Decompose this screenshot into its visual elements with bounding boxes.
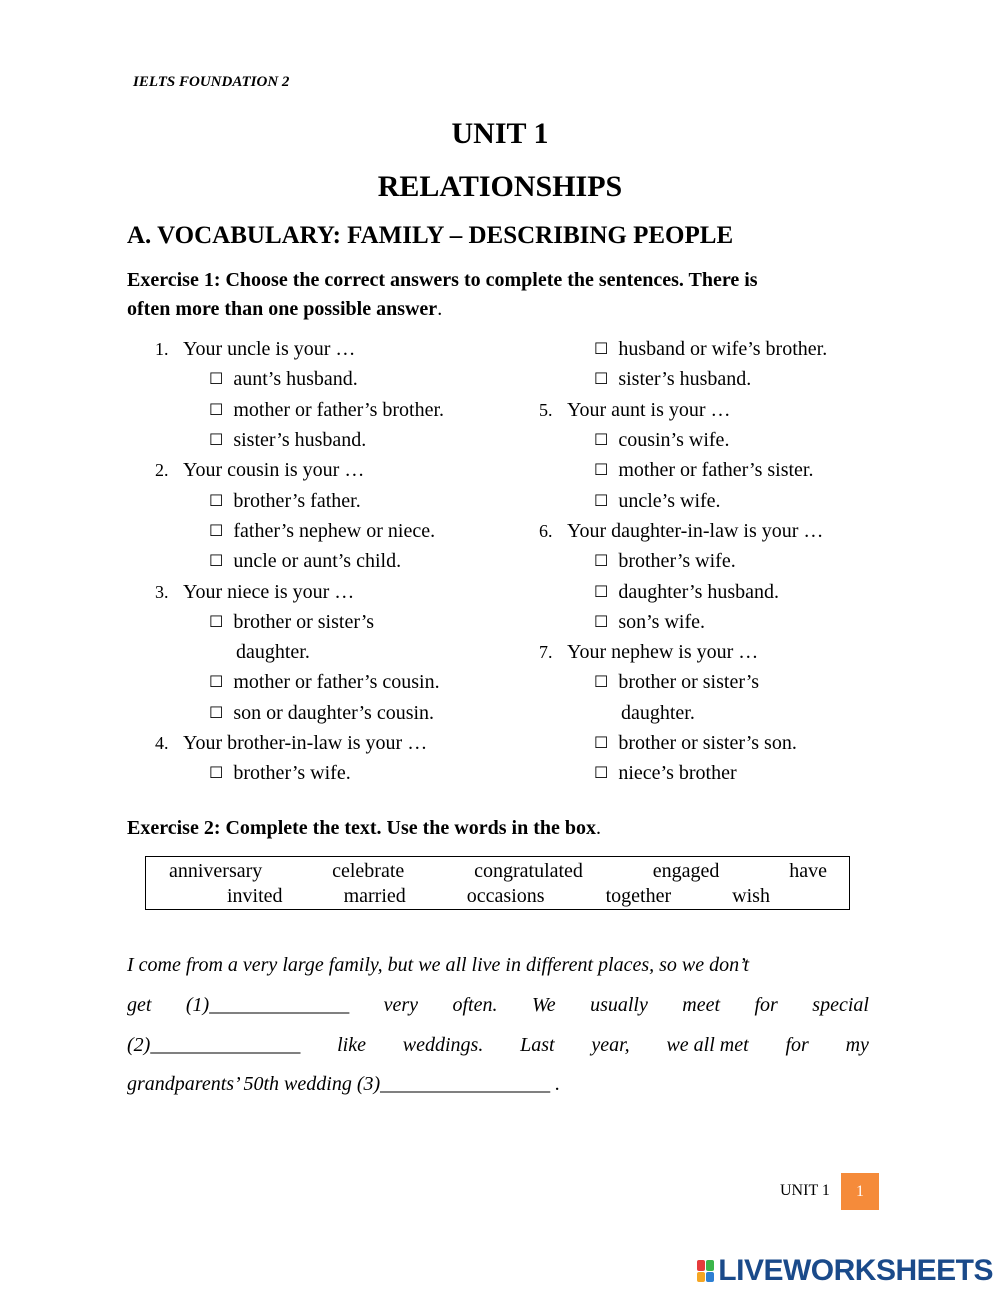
- checkbox-icon: ☐: [209, 430, 224, 449]
- word-box-word: engaged: [652, 860, 720, 882]
- checkbox-icon: ☐: [594, 763, 609, 782]
- checkbox-icon: ☐: [594, 733, 609, 752]
- blank-1: (1)______________: [185, 994, 350, 1016]
- answer-option[interactable]: ☐ cousin’s wife.: [594, 429, 730, 451]
- checkbox-icon: ☐: [209, 521, 224, 540]
- checkbox-icon: ☐: [209, 703, 224, 722]
- liveworksheets-icon: [697, 1260, 714, 1282]
- checkbox-icon: ☐: [594, 612, 609, 631]
- checkbox-icon: ☐: [594, 339, 609, 358]
- word-box-word: invited: [227, 885, 283, 907]
- answer-option[interactable]: ☐ mother or father’s brother.: [209, 399, 445, 421]
- question-stem: 2. Your cousin is your …: [155, 459, 365, 481]
- word-box-word: wish: [732, 885, 770, 907]
- answer-option[interactable]: ☐ brother or sister’s: [209, 611, 375, 633]
- blank-2: (2)_______________: [127, 1034, 301, 1056]
- answer-option-continuation: daughter.: [621, 702, 695, 724]
- exercise1-instruction-line2: often more than one possible answer: [127, 298, 438, 320]
- word-box-row: [227, 884, 770, 908]
- passage-line: I come from a very large family, but we all live in different places, so we don’t: [127, 954, 750, 976]
- answer-option-continuation: daughter.: [236, 641, 310, 663]
- exercise1-instruction-line1: Exercise 1: Choose the correct answers to complete the sentences. There is: [127, 269, 758, 291]
- word-box-row: [169, 859, 827, 883]
- question-stem: 5. Your aunt is your …: [539, 399, 731, 421]
- checkbox-icon: ☐: [209, 491, 224, 510]
- section-heading: A. VOCABULARY: FAMILY – DESCRIBING PEOPLE: [127, 222, 734, 249]
- question-stem: 1. Your uncle is your …: [155, 338, 356, 360]
- answer-option[interactable]: ☐ uncle’s wife.: [594, 490, 721, 512]
- word-box: [145, 856, 850, 910]
- passage-line[interactable]: get (1)______________ very often. We usually meet for special: [127, 994, 869, 1016]
- question-stem: 3. Your niece is your …: [155, 581, 355, 603]
- footer-unit-label: UNIT 1: [780, 1182, 830, 1199]
- answer-option[interactable]: ☐ brother or sister’s: [594, 671, 760, 693]
- checkbox-icon: ☐: [594, 672, 609, 691]
- word-box-word: celebrate: [332, 860, 405, 882]
- passage-line[interactable]: (2)_______________ like weddings. Last year, we all met for my: [127, 1034, 869, 1056]
- checkbox-icon: ☐: [594, 551, 609, 570]
- answer-option[interactable]: ☐ niece’s brother: [594, 762, 737, 784]
- answer-option[interactable]: ☐ aunt’s husband.: [209, 368, 358, 390]
- answer-option[interactable]: ☐ brother’s wife.: [594, 550, 736, 572]
- answer-option[interactable]: ☐ brother’s wife.: [209, 762, 351, 784]
- liveworksheets-logo-text: LIVEWORKSHEETS: [718, 1254, 993, 1287]
- exercise2-label: Exercise 2: [127, 817, 214, 839]
- checkbox-icon: ☐: [594, 491, 609, 510]
- checkbox-icon: ☐: [594, 460, 609, 479]
- word-box-word: occasions: [466, 885, 545, 907]
- page-number: 1: [841, 1173, 879, 1210]
- question-stem: 7. Your nephew is your …: [539, 641, 759, 663]
- answer-option[interactable]: ☐ husband or wife’s brother.: [594, 338, 828, 360]
- checkbox-icon: ☐: [594, 582, 609, 601]
- checkbox-icon: ☐: [209, 369, 224, 388]
- answer-option[interactable]: ☐ brother or sister’s son.: [594, 732, 797, 754]
- exercise1-instruction: [127, 266, 867, 324]
- answer-option[interactable]: ☐ mother or father’s cousin.: [209, 671, 440, 693]
- word-box-word: together: [605, 885, 672, 907]
- checkbox-icon: ☐: [594, 430, 609, 449]
- exercise2-instruction: Exercise 2: Complete the text. Use the words in the box.: [127, 817, 601, 839]
- answer-option[interactable]: ☐ father’s nephew or niece.: [209, 520, 436, 542]
- unit-subtitle: RELATIONSHIPS: [377, 170, 623, 203]
- answer-option[interactable]: ☐ mother or father’s sister.: [594, 459, 814, 481]
- passage-line[interactable]: grandparents’ 50th wedding (3)_________________ .: [127, 1073, 561, 1095]
- word-box-word: married: [343, 885, 406, 907]
- header-label: IELTS FOUNDATION 2: [133, 74, 290, 90]
- question-stem: 6. Your daughter-in-law is your …: [539, 520, 824, 542]
- checkbox-icon: ☐: [209, 551, 224, 570]
- liveworksheets-logo: [697, 1255, 993, 1287]
- answer-option[interactable]: ☐ daughter’s husband.: [594, 581, 780, 603]
- answer-option[interactable]: ☐ sister’s husband.: [209, 429, 367, 451]
- question-stem: 4. Your brother-in-law is your …: [155, 732, 428, 754]
- answer-option[interactable]: ☐ sister’s husband.: [594, 368, 752, 390]
- word-box-word: anniversary: [169, 860, 263, 882]
- checkbox-icon: ☐: [209, 672, 224, 691]
- checkbox-icon: ☐: [209, 400, 224, 419]
- checkbox-icon: ☐: [209, 763, 224, 782]
- exercise2-instruction-text: : Complete the text. Use the words in the box: [213, 817, 596, 839]
- word-box-word: congratulated: [474, 860, 583, 882]
- checkbox-icon: ☐: [594, 369, 609, 388]
- answer-option[interactable]: ☐ son’s wife.: [594, 611, 706, 633]
- answer-option[interactable]: ☐ uncle or aunt’s child.: [209, 550, 402, 572]
- checkbox-icon: ☐: [209, 612, 224, 631]
- word-box-word: have: [789, 860, 827, 882]
- unit-title: UNIT 1: [451, 117, 549, 150]
- answer-option[interactable]: ☐ son or daughter’s cousin.: [209, 702, 435, 724]
- answer-option[interactable]: ☐ brother’s father.: [209, 490, 361, 512]
- exercise1-instruction-end: .: [437, 298, 443, 320]
